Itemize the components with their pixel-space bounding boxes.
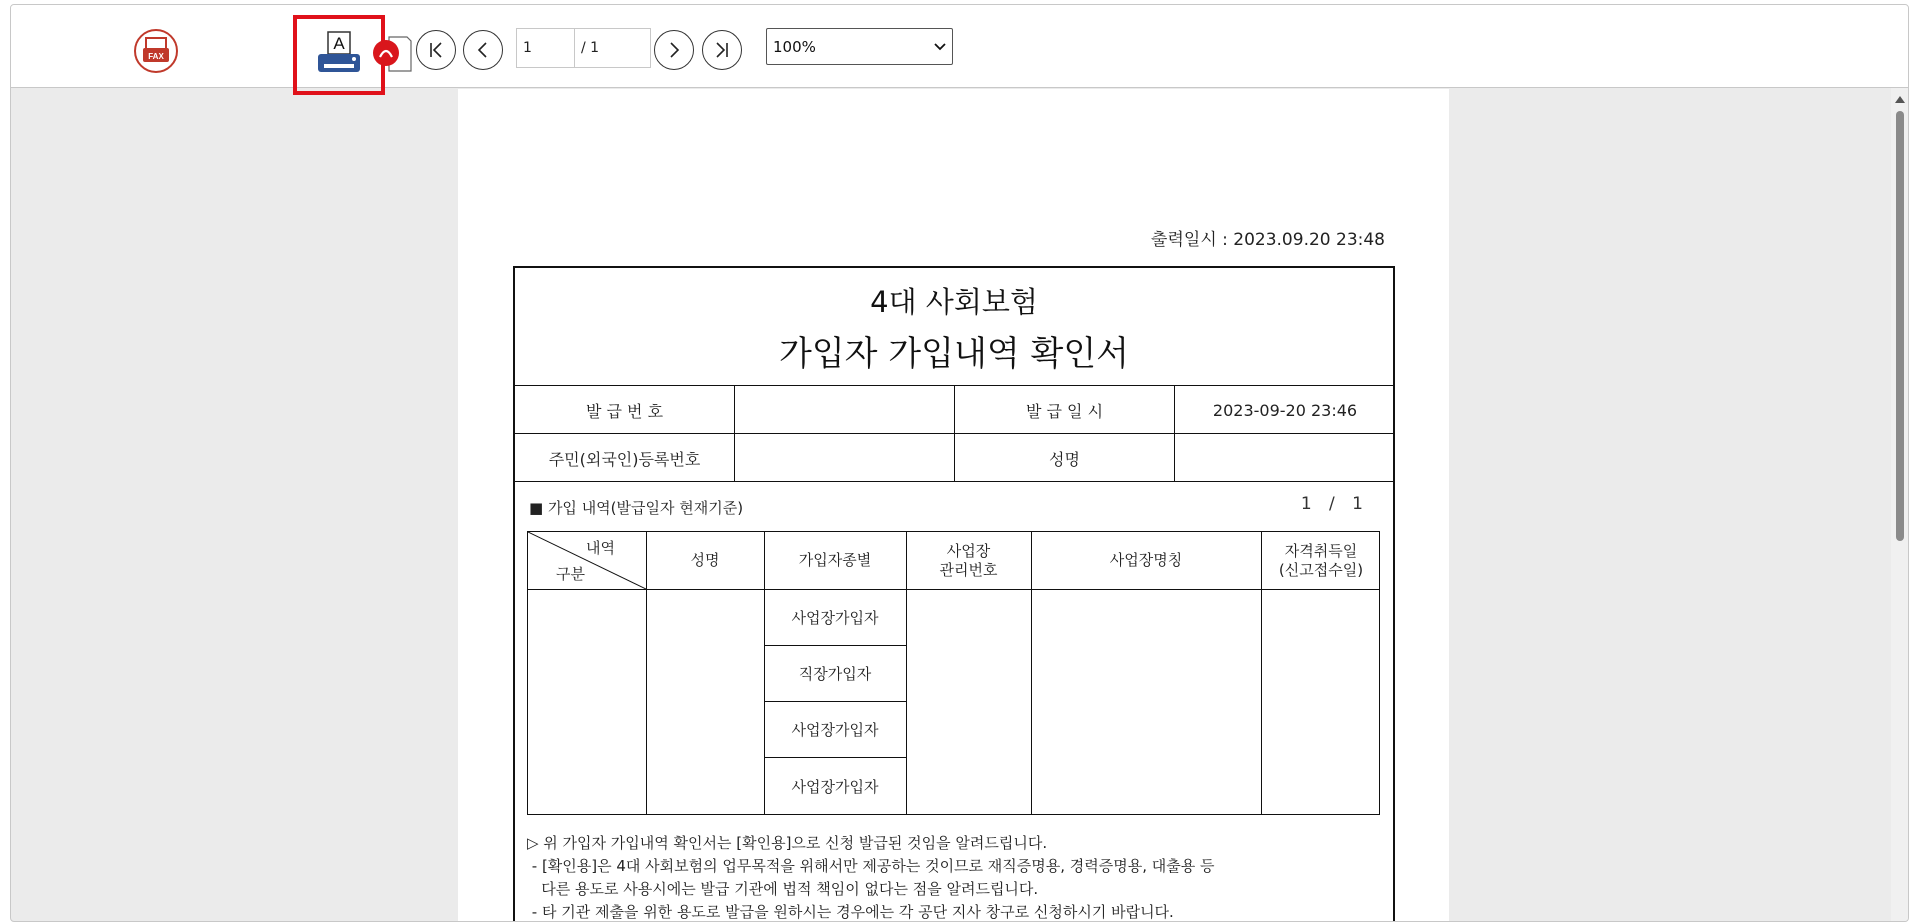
title-line-1: 4대 사회보험 [870, 285, 1038, 319]
note-line: - 타 기관 제출을 위한 용도로 발급을 원하시는 경우에는 각 공단 지사 창구로 신청하시기 바랍니다. [527, 903, 1174, 921]
header-diag-top: 내역 [586, 538, 615, 557]
issue-date-label: 발 급 일 시 [955, 386, 1175, 434]
vertical-scrollbar[interactable] [1891, 88, 1908, 922]
output-date: 출력일시 : 2023.09.20 23:48 [1151, 230, 1385, 250]
header-diag-bottom: 구분 [556, 564, 585, 583]
viewer-window [10, 4, 1909, 922]
note-line: 다른 용도로 사용시에는 발급 기관에 법적 책임이 없다는 점을 알려드립니다. [527, 880, 1039, 898]
document-page [458, 89, 1449, 922]
rrn-value [735, 434, 955, 482]
last-page-button[interactable] [702, 30, 742, 70]
viewer-toolbar [11, 5, 1908, 88]
chevron-left-icon [472, 39, 494, 61]
certificate-box [513, 266, 1395, 922]
page-number-field[interactable] [516, 28, 651, 68]
header-subscriber-type: 가입자종별 [798, 551, 872, 569]
notes [527, 832, 1215, 922]
header-workplace-number: 사업장 관리번호 [939, 541, 998, 579]
prev-page-button[interactable] [463, 30, 503, 70]
svg-text:FAX: FAX [148, 52, 164, 61]
issue-date-value: 2023-09-20 23:46 [1212, 400, 1358, 420]
scroll-thumb[interactable] [1896, 111, 1904, 541]
table-row: 사업장가입자 [791, 720, 879, 739]
name-label: 성명 [955, 434, 1175, 482]
table-row: 직장가입자 [798, 664, 872, 683]
insurance-table [527, 531, 1380, 815]
printer-icon [314, 30, 364, 80]
table-row: 사업장가입자 [791, 608, 879, 627]
issuance-info [515, 386, 1393, 482]
scroll-up-icon[interactable] [1895, 96, 1905, 103]
issue-number-value [735, 386, 955, 434]
first-page-icon [425, 39, 447, 61]
header-workplace-name: 사업장명칭 [1109, 551, 1183, 569]
total-pages-label: / 1 [581, 40, 600, 56]
info-row [515, 386, 1393, 434]
note-line: - [확인용]은 4대 사회보험의 업무목적을 위해서만 제공하는 것이므로 재직증명용, 경력증명용, 대출용 등 [527, 857, 1215, 875]
certificate-title [515, 268, 1393, 386]
chevron-down-icon [934, 42, 946, 52]
section-page-count: 1 / 1 [1300, 494, 1369, 514]
pdf-save-button[interactable] [371, 29, 415, 77]
section-title: ■ 가입 내역(발급일자 현재기준) [529, 499, 744, 517]
pdf-icon [371, 29, 415, 77]
fax-icon [133, 28, 179, 74]
first-page-button[interactable] [416, 30, 456, 70]
info-row [515, 434, 1393, 482]
issue-number-label: 발 급 번 호 [515, 386, 735, 434]
note-line: ▷ 위 가입자 가입내역 확인서는 [확인용]으로 신청 발급된 것임을 알려드립니다. [527, 834, 1048, 852]
current-page-input[interactable]: 1 [517, 29, 575, 67]
last-page-icon [711, 39, 733, 61]
table-row: 사업장가입자 [791, 777, 879, 796]
header-name: 성명 [690, 551, 720, 569]
zoom-value: 100% [773, 37, 816, 56]
next-page-button[interactable] [654, 30, 694, 70]
header-acquisition-date: 자격취득일 (신고접수일) [1278, 541, 1364, 579]
title-line-2: 가입자 가입내역 확인서 [778, 334, 1130, 374]
zoom-select[interactable] [766, 28, 953, 65]
svg-text:A: A [333, 34, 345, 53]
name-value [1175, 434, 1395, 482]
fax-button[interactable] [132, 27, 180, 75]
chevron-right-icon [663, 39, 685, 61]
rrn-label: 주민(외국인)등록번호 [515, 434, 735, 482]
